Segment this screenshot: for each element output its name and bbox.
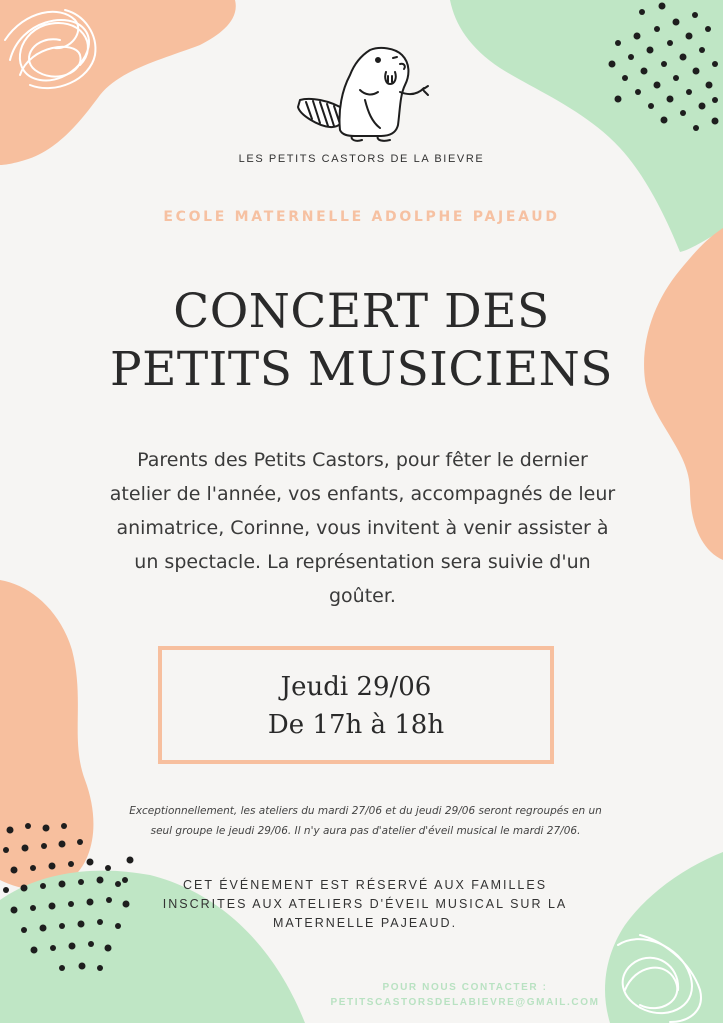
- page-title: [0, 283, 723, 399]
- brand-name: LES PETITS CASTORS DE LA BIEVRE: [238, 153, 485, 165]
- contact-label: POUR NOUS CONTACTER :: [382, 982, 548, 993]
- school-name: ECOLE MATERNELLE ADOLPHE PAJEAUD: [163, 209, 560, 225]
- eligibility-notice: CET ÉVÉNEMENT EST RÉSERVÉ AUX FAMILLES INSCRITES AUX ATELIERS D'ÉVEIL MUSICAL SUR LA MATERNELLE PAJEAUD.: [162, 878, 568, 930]
- beaver-illustration: [298, 48, 428, 141]
- title-line-2: PETITS MUSICIENS: [110, 342, 613, 397]
- contact-email[interactable]: PETITSCASTORSDELABIEVRE@GMAIL.COM: [330, 997, 600, 1008]
- title-line-1: CONCERT DES: [173, 284, 550, 339]
- peach-blob-top-left: [0, 0, 236, 165]
- schedule-note: Exceptionnellement, les ateliers du mardi 27/06 et du jeudi 29/06 seront regroupés en un seul groupe le jeudi 29/06. Il n'y aura pas d'atelier d'éveil musical le mardi 27/06.: [129, 805, 602, 837]
- invitation-paragraph: Parents des Petits Castors, pour fêter le dernier atelier de l'année, vos enfants, accompagnés de leur animatrice, Corinne, vous invitent à venir assister à un spectacle. La représentation sera suivie d'un goûter.: [109, 449, 616, 607]
- event-date: Jeudi 29/06: [280, 672, 432, 702]
- event-date-box: [158, 646, 554, 764]
- event-time: De 17h à 18h: [267, 710, 445, 740]
- contact-block: [300, 980, 630, 1010]
